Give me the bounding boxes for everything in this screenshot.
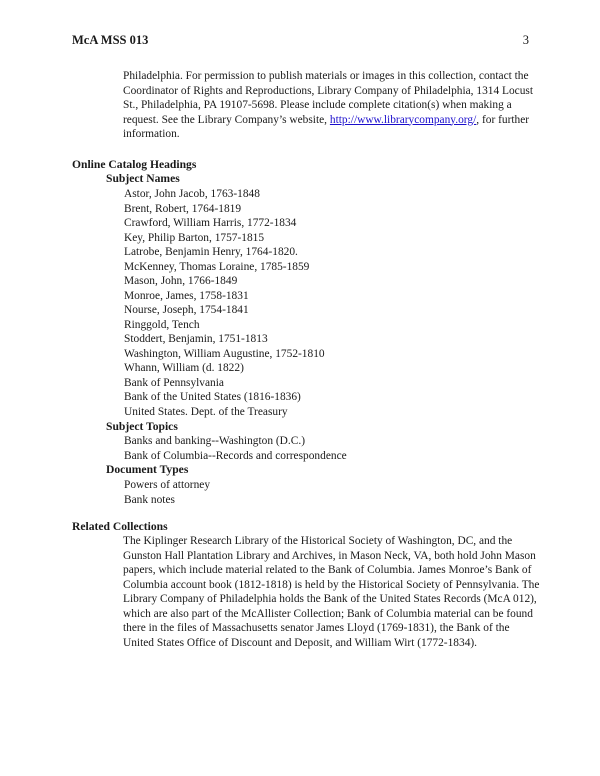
page-number: 3 (522, 33, 529, 47)
list-item: United States. Dept. of the Treasury (124, 405, 288, 418)
library-company-website-link[interactable]: http://www.librarycompany.org/ (329, 113, 477, 126)
list-item: Whann, William (d. 1822) (124, 362, 244, 374)
list-item: Mason, John, 1766-1849 (124, 275, 238, 287)
subject-topics-label: Subject Topics (106, 420, 178, 433)
list-item: McKenney, Thomas Loraine, 1785-1859 (124, 260, 310, 273)
list-item: Banks and banking--Washington (D.C.) (124, 435, 305, 447)
access-text: Philadelphia. For permission to publish materials or images in this collection, contact the Coordinator of Rights and Reproductions, Library Company of Philadelphia, 1314 Locust St., Philadelphia, PA 19107-5698. Please include complete citation(s) when making a request. See the Library Company’s website, (123, 70, 534, 126)
list-item: Bank notes (124, 493, 175, 506)
access-text-end: , for further information. (123, 113, 530, 140)
list-item: Bank of the United States (1816-1836) (124, 391, 301, 403)
list-item: Crawford, William Harris, 1772-1834 (124, 217, 297, 229)
subject-topics-list (124, 434, 347, 463)
list-item: Brent, Robert, 1764-1819 (124, 202, 242, 215)
list-item: Latrobe, Benjamin Henry, 1764-1820. (124, 246, 298, 258)
access-paragraph (123, 69, 543, 142)
catalog-headings-title: Online Catalog Headings (72, 158, 197, 171)
list-item: Astor, John Jacob, 1763-1848 (124, 188, 260, 200)
list-item: Nourse, Joseph, 1754-1841 (124, 304, 249, 316)
list-item: Stoddert, Benjamin, 1751-1813 (124, 333, 268, 345)
list-item: Washington, William Augustine, 1752-1810 (124, 347, 325, 360)
collection-id: McA MSS 013 (72, 33, 149, 47)
subject-names-label: Subject Names (106, 172, 180, 185)
related-collections-text: The Kiplinger Research Library of the Historical Society of Washington, DC, and the Gunston Hall Plantation Library and Archives, in Mason Neck, VA, both hold John Mason papers, which include material related to the Bank of Columbia. James Monroe’s Bank of Columbia account book (1812-1818) is held by the Historical Society of Pennsylvania. The Library Company of Philadelphia holds the Bank of the United States Records (McA 012), which are also part of the McAllister Collection; Bank of Columbia material can be found there in the files of Massachusetts senator James Lloyd (1769-1831), the Bank of the United States Office of Discount and Deposit, and William Wirt (1772-1834). (123, 535, 540, 649)
document-types-list (124, 478, 210, 507)
list-item: Key, Philip Barton, 1757-1815 (124, 231, 265, 244)
list-item: Ringgold, Tench (124, 318, 200, 331)
list-item: Powers of attorney (124, 479, 211, 491)
list-item: Bank of Pennsylvania (124, 376, 224, 389)
subject-names-list (124, 187, 325, 419)
document-types-label: Document Types (106, 463, 189, 476)
related-collections-paragraph (123, 534, 543, 650)
list-item: Monroe, James, 1758-1831 (124, 289, 249, 302)
related-collections-title: Related Collections (72, 520, 168, 533)
list-item: Bank of Columbia--Records and correspondence (124, 449, 347, 462)
